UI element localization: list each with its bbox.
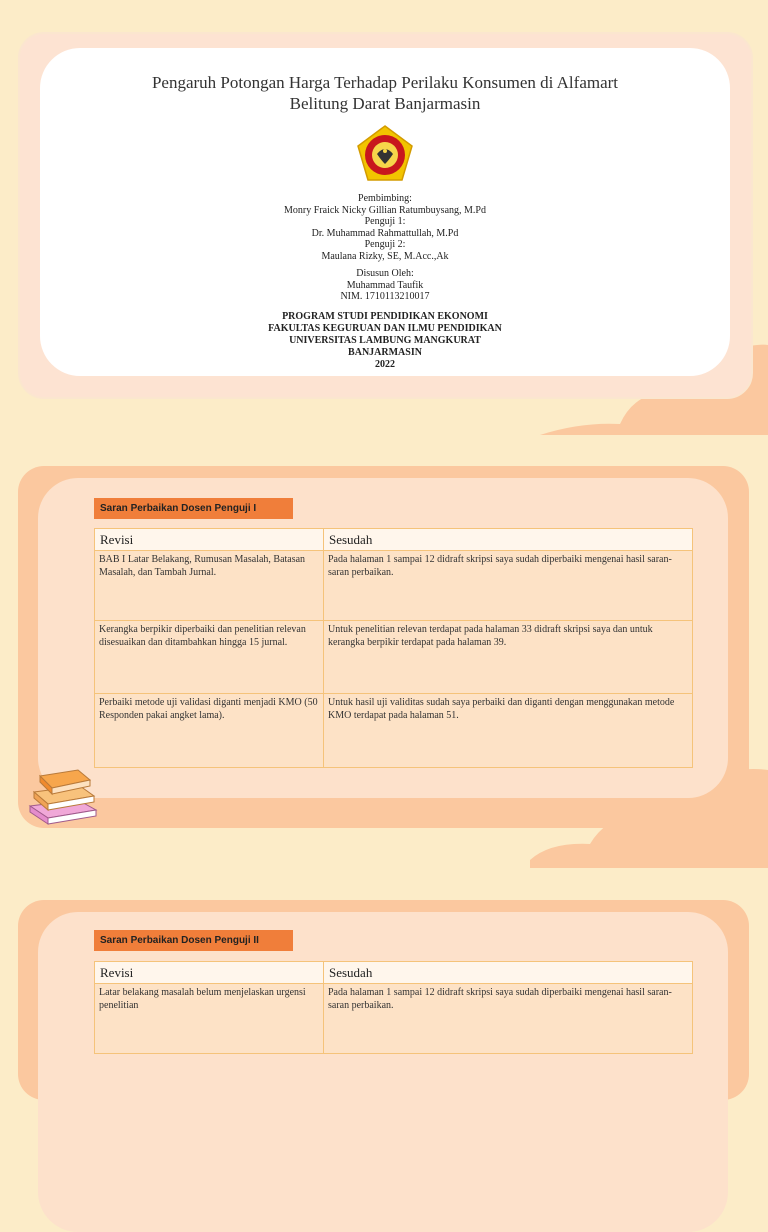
books-stack-icon xyxy=(26,766,98,826)
institution-block xyxy=(40,311,730,371)
program-name: PROGRAM STUDI PENDIDIKAN EKONOMI xyxy=(282,310,488,322)
author-name: Muhammad Taufik xyxy=(346,279,424,291)
pembimbing-name: Monry Fraick Nicky Gillian Ratumbuysang, M.Pd xyxy=(284,204,486,216)
cell-sesudah: Pada halaman 1 sampai 12 didraft skripsi saya sudah diperbaiki mengenai hasil saran-saran perbaikan. xyxy=(324,551,693,621)
cell-sesudah: Pada halaman 1 sampai 12 didraft skripsi saya sudah diperbaiki mengenai hasil saran-saran perbaikan. xyxy=(324,984,693,1054)
cell-revisi: BAB I Latar Belakang, Rumusan Masalah, Batasan Masalah, dan Tambah Jurnal. xyxy=(95,551,324,621)
year: 2022 xyxy=(375,358,395,370)
disusun-label: Disusun Oleh: xyxy=(356,268,414,279)
revision-table-2 xyxy=(94,961,693,1054)
university-name: UNIVERSITAS LAMBUNG MANGKURAT xyxy=(289,334,481,346)
cell-revisi: Kerangka berpikir diperbaiki dan penelitian relevan disesuaikan dan ditambahkan hingga 15 jurnal. xyxy=(95,621,324,694)
table-row xyxy=(95,694,693,768)
cell-revisi: Perbaiki metode uji validasi diganti menjadi KMO (50 Responden pakai angket lama). xyxy=(95,694,324,768)
pembimbing-label: Pembimbing: xyxy=(358,193,412,204)
university-seal-icon xyxy=(355,124,415,184)
column-header-revisi: Revisi xyxy=(95,962,324,984)
table-row xyxy=(95,551,693,621)
revision-table-1 xyxy=(94,528,693,768)
title-line-1: Pengaruh Potongan Harga Terhadap Perilaku Konsumen di Alfamart xyxy=(151,73,619,92)
table-row xyxy=(95,621,693,694)
column-header-sesudah: Sesudah xyxy=(324,962,693,984)
section-tag-penguji-2: Saran Perbaikan Dosen Penguji II xyxy=(94,930,293,951)
cover-title xyxy=(40,72,730,114)
faculty-name: FAKULTAS KEGURUAN DAN ILMU PENDIDIKAN xyxy=(268,322,502,334)
table-row xyxy=(95,984,693,1054)
cover-panel xyxy=(40,48,730,376)
cell-sesudah: Untuk hasil uji validitas sudah saya perbaiki dan diganti dengan menggunakan metode KMO terdapat pada halaman 51. xyxy=(324,694,693,768)
section-tag-penguji-1: Saran Perbaikan Dosen Penguji I xyxy=(94,498,293,519)
cell-revisi: Latar belakang masalah belum menjelaskan urgensi penelitian xyxy=(95,984,324,1054)
author-nim: NIM. 1710113210017 xyxy=(340,291,430,302)
cover-info xyxy=(40,193,730,303)
penguji1-name: Dr. Muhammad Rahmattullah, M.Pd xyxy=(311,227,459,239)
column-header-revisi: Revisi xyxy=(95,529,324,551)
penguji2-label: Penguji 2: xyxy=(364,239,406,250)
cover-slide xyxy=(18,32,753,399)
revision-panel-2 xyxy=(38,912,728,1232)
column-header-sesudah: Sesudah xyxy=(324,529,693,551)
penguji1-label: Penguji 1: xyxy=(364,216,406,227)
table-header xyxy=(95,962,693,984)
city-name: BANJARMASIN xyxy=(348,346,422,358)
cell-sesudah: Untuk penelitian relevan terdapat pada halaman 33 didraft skripsi saya dan untuk kerangka berpikir terdapat pada halaman 39. xyxy=(324,621,693,694)
title-line-2: Belitung Darat Banjarmasin xyxy=(289,94,481,113)
table-header xyxy=(95,529,693,551)
penguji2-name: Maulana Rizky, SE, M.Acc.,Ak xyxy=(321,250,449,262)
